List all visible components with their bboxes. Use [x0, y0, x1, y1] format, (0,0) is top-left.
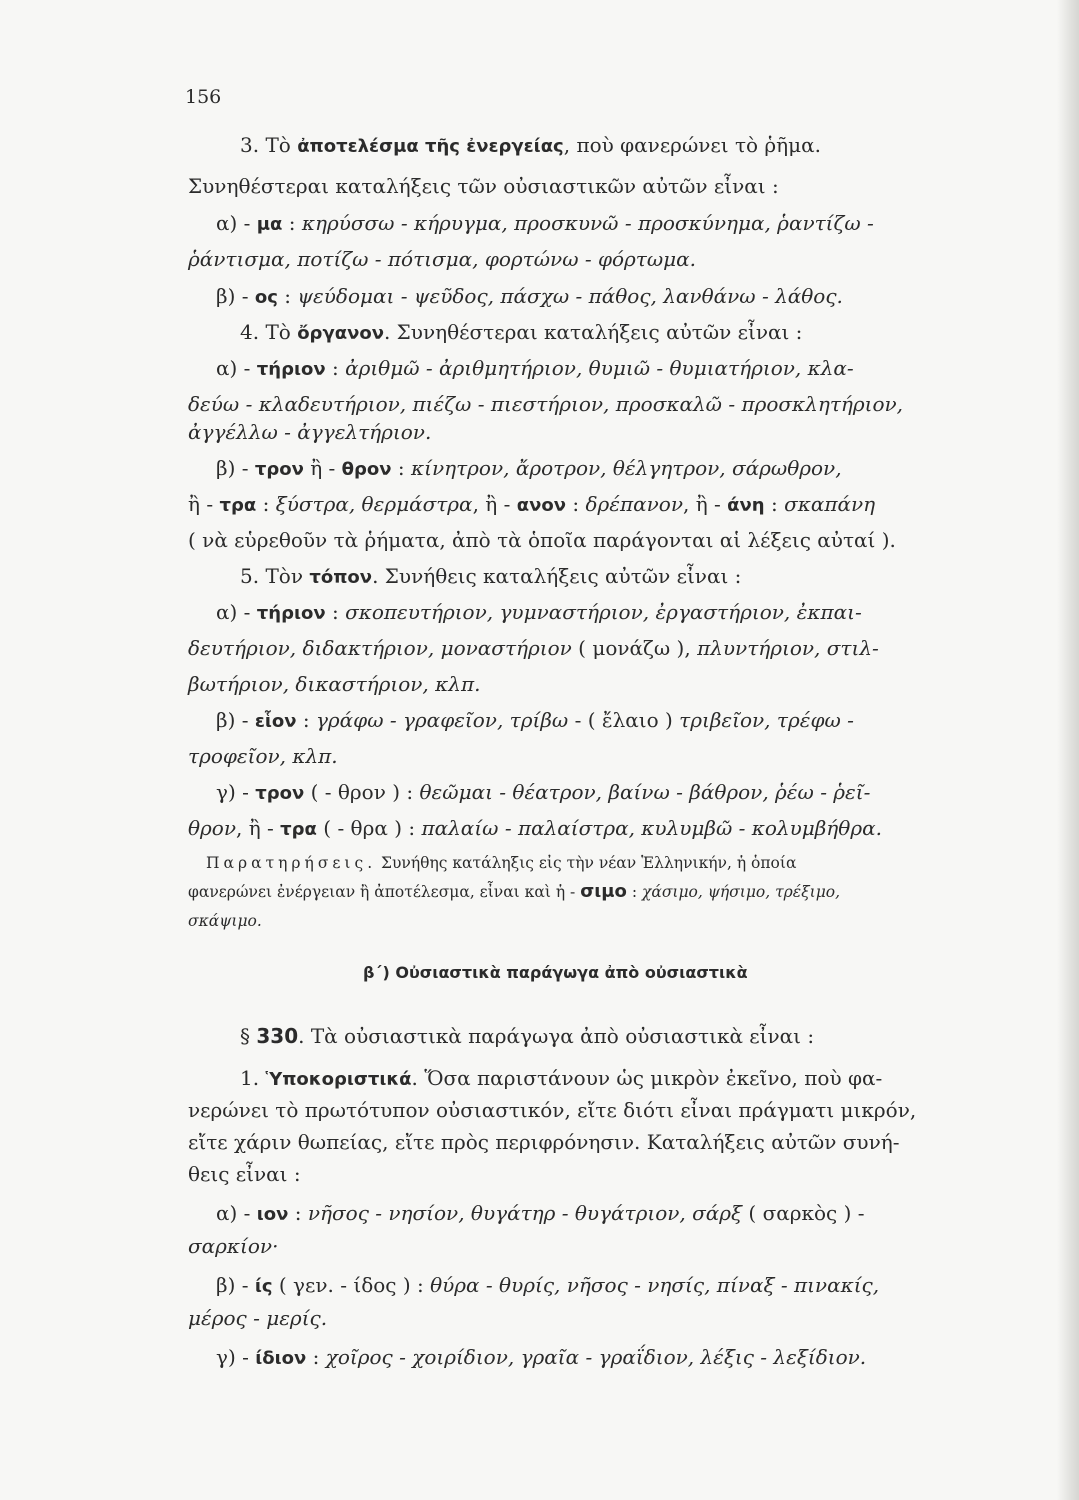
text-segment: 1.	[240, 1066, 266, 1090]
example-words: χάσιμο, ψήσιμο, τρέξιμο,	[641, 883, 841, 901]
example-words: τροφεῖον, κλπ.	[188, 744, 338, 768]
section-heading	[363, 960, 748, 986]
example-words: σκοπευτήριον, γυμναστήριον, ἐργαστήριον, ἐκπαι-	[345, 600, 862, 624]
text-segment: ( - θρον ) :	[304, 780, 420, 804]
bold-term: ος	[254, 287, 278, 308]
bold-term: Ὑποκοριστικά	[265, 1069, 412, 1090]
example-words: θεῶμαι - θέατρον, βαίνω - βάθρον, ῥέω - ῥεῖ-	[419, 780, 871, 804]
text-line	[240, 1023, 814, 1049]
bold-term: τήριον	[256, 603, 326, 624]
text-segment: :	[288, 1201, 308, 1225]
text-segment: γ) -	[216, 1345, 256, 1369]
example-words: σαρκίον·	[188, 1234, 279, 1258]
text-segment: β) -	[216, 1273, 255, 1297]
bold-term: τρα	[280, 819, 317, 840]
example-words: ἀριθμῶ - ἀριθμητήριον, θυμιῶ - θυμιατήριον, κλα-	[345, 356, 854, 380]
bold-term: ανον	[516, 495, 566, 516]
text-line	[216, 779, 870, 807]
text-line	[188, 1129, 899, 1155]
text-segment: :	[626, 883, 642, 901]
bold-term: ὄργανον	[297, 323, 384, 344]
text-segment: :	[566, 492, 586, 516]
text-segment: Συνηθέστεραι καταλήξεις τῶν οὐσιαστικῶν αὐτῶν εἶναι :	[188, 174, 779, 198]
bold-term: θρον	[341, 459, 392, 480]
note-line	[206, 850, 796, 876]
text-segment: . Συνηθέστεραι καταλήξεις αὐτῶν εἶναι :	[383, 320, 803, 344]
text-segment: :	[391, 456, 411, 480]
bold-term: τρον	[254, 459, 304, 480]
text-segment: :	[282, 211, 302, 235]
text-line	[216, 599, 862, 627]
example-words: παλαίω - παλαίστρα, κυλυμβῶ - κολυμβήθρα.	[421, 816, 882, 840]
example-words: γράφω - γραφεῖον, τρίβω	[315, 708, 569, 732]
text-segment: , ἢ -	[236, 816, 281, 840]
bold-term: τρον	[255, 783, 305, 804]
text-segment: , ποὺ φανερώνει τὸ ῥῆμα.	[563, 133, 822, 157]
example-words: κηρύσσω - κήρυγμα, προσκυνῶ - προσκύνημα, ῥαντίζω -	[301, 211, 874, 235]
text-segment: 330	[256, 1024, 299, 1048]
text-segment: - ( ἔλαιο )	[568, 708, 680, 732]
text-line	[216, 455, 842, 483]
text-segment: :	[296, 708, 316, 732]
bold-term: ἀποτελέσμα τῆς ἐνεργείας	[297, 136, 564, 157]
text-line	[216, 283, 843, 311]
text-segment: §	[240, 1024, 257, 1048]
example-words: ῥάντισμα, ποτίζω - πότισμα, φορτώνω - φόρτωμα.	[188, 247, 697, 271]
bold-term: μα	[256, 214, 283, 235]
text-line	[188, 391, 903, 417]
text-segment: :	[764, 492, 785, 516]
text-line	[188, 1161, 301, 1187]
text-line	[188, 1097, 916, 1123]
text-segment: β) -	[216, 456, 255, 480]
text-segment: , ἢ -	[472, 492, 517, 516]
text-line	[188, 743, 338, 769]
text-segment: :	[256, 492, 276, 516]
example-words: ἀγγέλλω - ἀγγελτήριον.	[188, 420, 432, 444]
text-line	[216, 1272, 879, 1300]
text-segment: γ) -	[216, 780, 256, 804]
text-segment: :	[325, 600, 346, 624]
text-segment: ( γεν. - ίδος ) :	[272, 1273, 431, 1297]
text-segment: , ἢ -	[683, 492, 728, 516]
bold-term: τρα	[219, 495, 257, 516]
bold-term: τήριον	[256, 359, 326, 380]
text-line	[188, 491, 875, 519]
bold-term: σιμο	[580, 881, 627, 902]
text-segment: . Τὰ οὐσιαστικὰ παράγωγα ἀπὸ οὐσιαστικὰ εἶναι :	[298, 1024, 815, 1048]
example-words: ξύστρα, θερμάστρα	[275, 492, 473, 516]
text-line	[216, 1200, 865, 1228]
text-segment: β´) Οὐσιαστικὰ παράγωγα ἀπὸ οὐσιαστικὰ	[363, 963, 748, 982]
text-line	[188, 419, 431, 445]
text-segment: . Συνήθεις καταλήξεις αὐτῶν εἶναι :	[372, 564, 742, 588]
note-line	[188, 879, 840, 905]
text-line	[188, 246, 696, 272]
text-segment: α) -	[216, 1201, 257, 1225]
page-edge-shadow	[1057, 0, 1079, 1500]
text-segment: α) -	[216, 211, 257, 235]
text-segment: θεις εἶναι :	[188, 1162, 301, 1186]
text-segment: ἢ -	[188, 492, 220, 516]
text-segment: 3. Τὸ	[240, 133, 298, 157]
text-segment: ( - θρα ) :	[316, 816, 422, 840]
text-line	[216, 210, 874, 238]
text-segment: α) -	[216, 600, 257, 624]
example-words: θύρα - θυρίς, νῆσος - νησίς, πίναξ - πινακίς,	[430, 1273, 880, 1297]
example-words: χοῖρος - χοιρίδιον, γραῖα - γραΐδιον, λέξις - λεξίδιον.	[325, 1345, 867, 1369]
text-line	[188, 671, 480, 697]
text-line	[216, 1344, 866, 1372]
example-words: πλυντήριον, στιλ-	[697, 636, 879, 660]
example-words: δευτήριον, διδακτήριον, μοναστήριον	[188, 636, 572, 660]
example-words: ψεύδομαι - ψεῦδος, πάσχω - πάθος, λανθάνω - λάθος.	[297, 284, 843, 308]
text-segment: Παρατηρήσεις.	[206, 854, 377, 872]
text-segment: :	[325, 356, 346, 380]
text-line	[188, 635, 879, 661]
example-words: θρον	[188, 816, 236, 840]
bold-term: άνη	[727, 495, 765, 516]
text-line	[188, 527, 896, 553]
example-words: νῆσος - νησίον, θυγάτηρ - θυγάτριον, σάρξ	[307, 1201, 743, 1225]
text-line	[188, 173, 779, 199]
page-number: 156	[185, 86, 222, 108]
text-line	[188, 815, 882, 843]
text-segment: ( μονάζω ),	[571, 636, 698, 660]
text-line	[240, 563, 741, 591]
text-line	[216, 707, 854, 735]
text-line	[188, 1305, 327, 1331]
text-line	[188, 1233, 278, 1259]
text-segment: νερώνει τὸ πρωτότυπον οὐσιαστικόν, εἴτε διότι εἶναι πράγματι μικρόν,	[188, 1098, 917, 1122]
example-words: βωτήριον, δικαστήριον, κλπ.	[188, 672, 481, 696]
example-words: τριβεῖον, τρέφω -	[679, 708, 854, 732]
text-segment: β) -	[216, 708, 255, 732]
text-segment: Συνήθης κατάληξις εἰς τὴν νέαν Ἑλληνικήν, ἡ ὁποία	[376, 854, 797, 872]
text-segment: 5. Τὸν	[240, 564, 310, 588]
text-segment: . Ὅσα παριστάνουν ὡς μικρὸν ἐκεῖνο, ποὺ φα-	[411, 1066, 883, 1090]
text-segment: α) -	[216, 356, 257, 380]
text-line	[240, 1065, 882, 1093]
example-words: μέρος - μερίς.	[188, 1306, 328, 1330]
text-line	[216, 355, 854, 383]
bold-term: ίδιον	[255, 1348, 307, 1369]
text-segment: ἢ -	[303, 456, 342, 480]
text-segment: β) -	[216, 284, 255, 308]
bold-term: ίς	[254, 1276, 273, 1297]
text-segment: :	[277, 284, 298, 308]
example-words: σκαπάνη	[784, 492, 876, 516]
example-words: δεύω - κλαδευτήριον, πιέζω - πιεστήριον, προσκαλῶ - προσκλητήριον,	[188, 392, 904, 416]
text-segment: 4. Τὸ	[240, 320, 298, 344]
bold-term: εἷον	[254, 711, 297, 732]
text-segment: ( σαρκὸς ) -	[742, 1201, 865, 1225]
text-segment: φανερώνει ἐνέργειαν ἢ ἀποτέλεσμα, εἶναι καὶ ἡ -	[188, 883, 581, 901]
example-words: κίνητρον, ἄροτρον, θέλγητρον, σάρωθρον,	[411, 456, 842, 480]
bold-term: ιον	[256, 1204, 289, 1225]
text-line	[240, 132, 821, 160]
bold-term: τόπον	[309, 567, 373, 588]
text-segment: :	[306, 1345, 326, 1369]
note-line	[188, 908, 262, 934]
text-line	[240, 319, 802, 347]
text-segment: εἴτε χάριν θωπείας, εἴτε πρὸς περιφρόνησιν. Καταλήξεις αὐτῶν συνή-	[188, 1130, 900, 1154]
example-words: σκάψιμο.	[188, 912, 262, 930]
example-words: δρέπανον	[585, 492, 683, 516]
text-segment: ( νὰ εὑρεθοῦν τὰ ῥήματα, ἀπὸ τὰ ὁποῖα παράγονται αἱ λέξεις αὐταί ).	[188, 528, 896, 552]
